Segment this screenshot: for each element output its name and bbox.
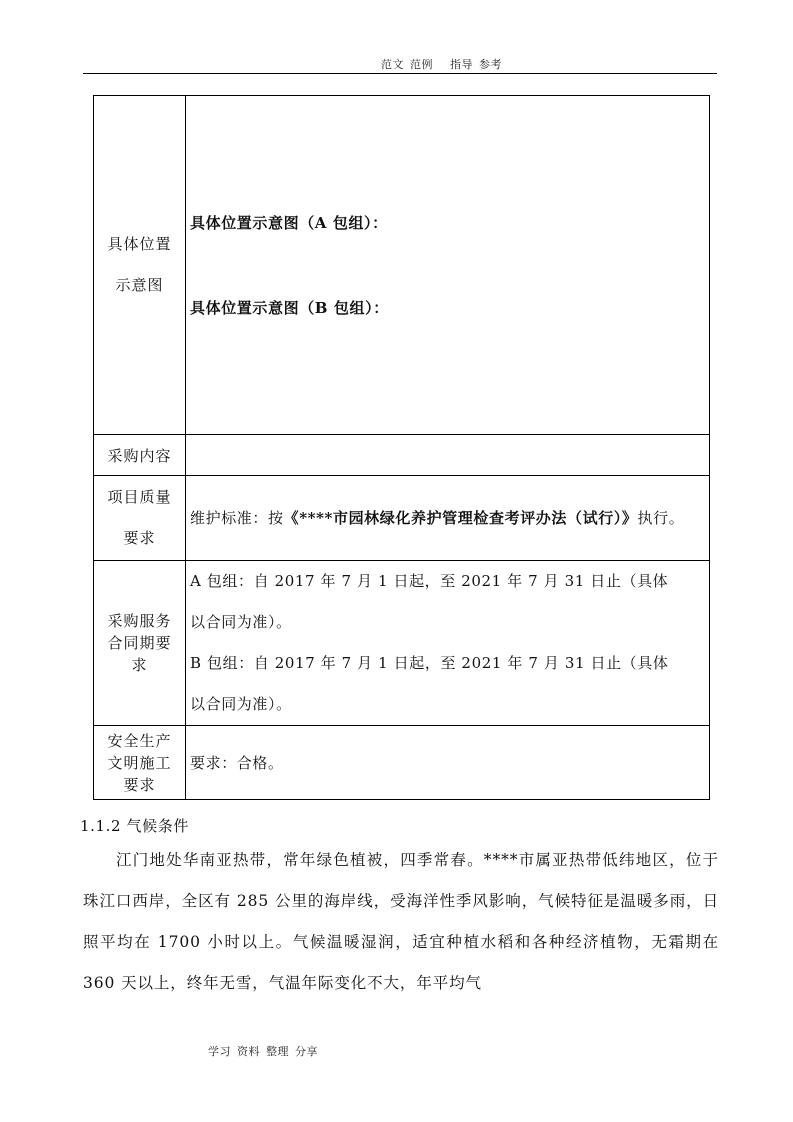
row-label (94, 96, 186, 435)
standard-prefix: 维护标准：按 (190, 508, 284, 527)
row-value (186, 435, 710, 476)
table-row-procurement-content (94, 435, 710, 476)
label-line: 具体位置 (107, 235, 172, 253)
table-row-safety (94, 726, 710, 800)
row-label (94, 726, 186, 800)
row-value (186, 476, 710, 561)
table-row-location-map (94, 96, 710, 435)
page-header (0, 56, 793, 72)
header-item: 范例 (410, 58, 433, 71)
standard-suffix: 执行。 (637, 508, 685, 527)
label-line: 要求 (123, 775, 156, 794)
table-row-quality (94, 476, 710, 561)
label-line: 要求 (123, 529, 156, 547)
standard-title: 《****市园林绿化养护管理检查考评办法（试行）》 (283, 508, 638, 527)
row-label (94, 476, 186, 561)
header-item: 指导 (450, 58, 473, 71)
section-heading: 1.1.2 气候条件 (80, 817, 189, 835)
header-item: 范文 (381, 58, 404, 71)
footer-item: 资料 (237, 1045, 260, 1058)
climate-paragraph: 江门地处华南亚热带，常年绿色植被，四季常春。****市属亚热带低纬地区，位于珠江口西岸，全区有 285 公里的海岸线，受海洋性季风影响，气候特征是温暖多雨，日照平均在 1700 小时以上。气候温暖湿润，适宜种植水稻和各种经济植物，无霜期在 360 天以上，终年无雪，气温年际变化不大，年平均气 (83, 851, 719, 992)
requirements-table (93, 95, 710, 800)
row-value (186, 561, 710, 726)
period-line: B 包组：自 2017 年 7 月 1 日起，至 2021 年 7 月 31 日止（具体 (190, 654, 669, 672)
footer-item: 分享 (295, 1045, 318, 1058)
table-row-contract-period (94, 561, 710, 726)
footer-item: 整理 (266, 1045, 289, 1058)
page-footer (208, 1043, 324, 1059)
row-label: 采购内容 (94, 435, 186, 476)
period-line: 以合同为准）。 (190, 613, 292, 631)
label-line: 求 (131, 656, 148, 674)
label-line: 文明施工 (107, 753, 172, 772)
footer-item: 学习 (208, 1045, 231, 1058)
label-line: 项目质量 (107, 488, 172, 506)
map-b-caption: 具体位置示意图（B 包组）： (190, 298, 389, 317)
row-value (186, 96, 710, 435)
period-line: A 包组：自 2017 年 7 月 1 日起，至 2021 年 7 月 31 日止（具体 (190, 572, 669, 590)
header-divider (83, 73, 717, 74)
label-line: 安全生产 (107, 731, 172, 750)
map-a-caption: 具体位置示意图（A 包组）： (190, 213, 388, 232)
label-line: 示意图 (115, 276, 164, 294)
period-line: 以合同为准）。 (190, 695, 292, 713)
label-line: 采购服务 (107, 612, 172, 630)
row-value: 要求：合格。 (186, 726, 710, 800)
row-label (94, 561, 186, 726)
header-item: 参考 (479, 58, 502, 71)
label-line: 合同期要 (107, 634, 172, 652)
